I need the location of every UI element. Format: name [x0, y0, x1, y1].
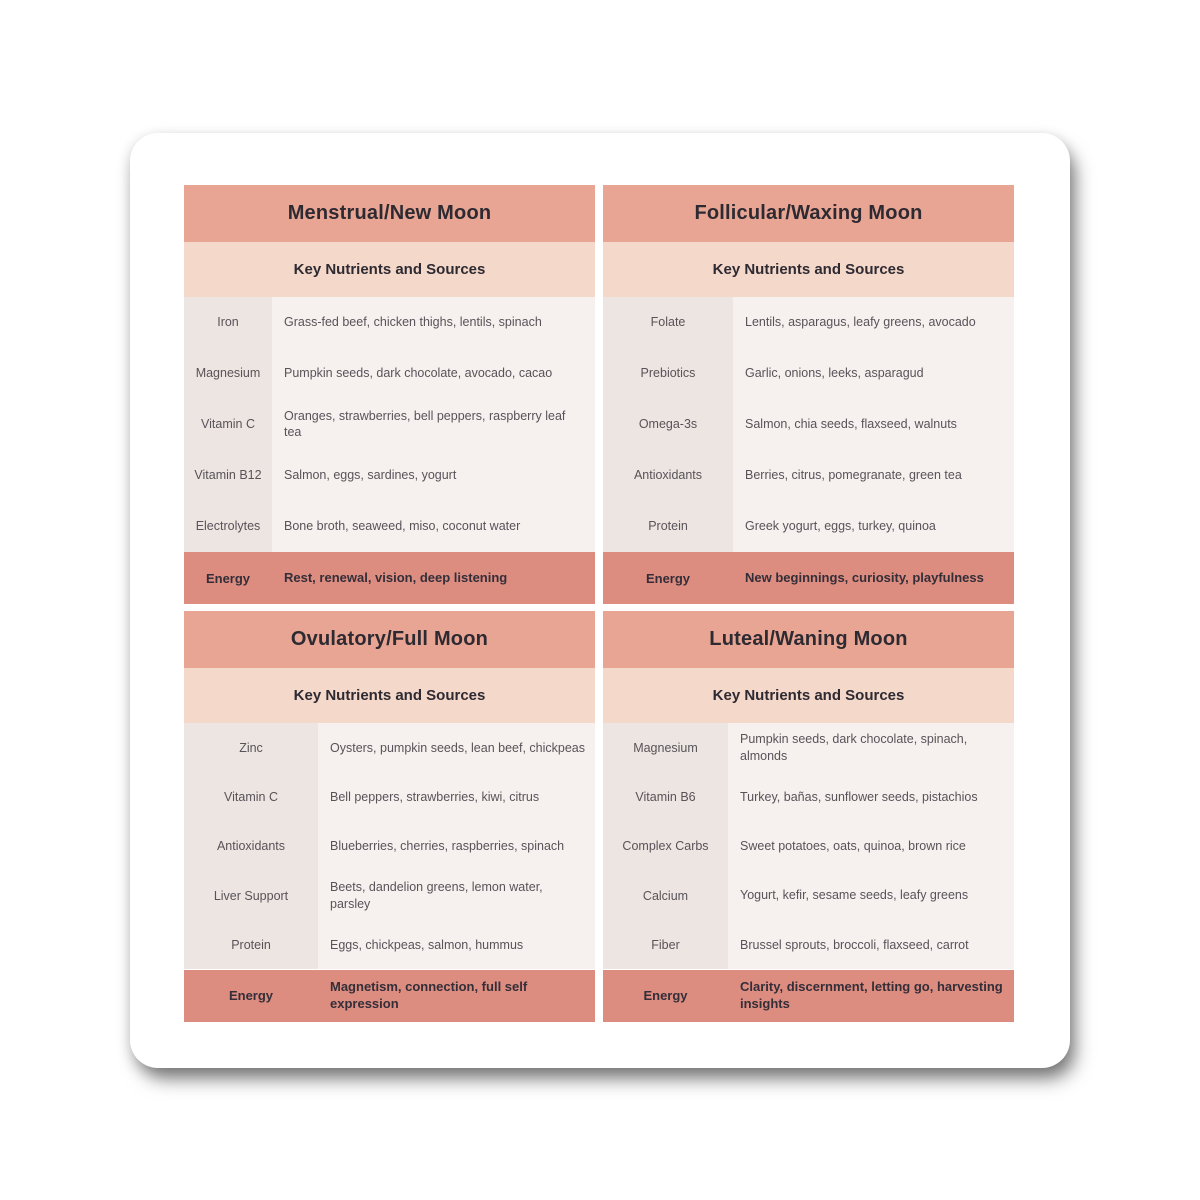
nutrient-sources: Beets, dandelion greens, lemon water, parsley	[318, 871, 595, 920]
energy-text: Magnetism, connection, full self expression	[330, 978, 528, 1011]
panel-title: Ovulatory/Full Moon	[184, 611, 595, 668]
phase-tables-grid	[184, 185, 1014, 1022]
energy-label: Energy	[645, 570, 691, 586]
panel-title: Follicular/Waxing Moon	[603, 185, 1014, 242]
nutrient-name: Calcium	[603, 871, 728, 920]
panel-menstrual-new-moon	[184, 185, 595, 605]
energy-text: New beginnings, curiosity, playfulness	[745, 569, 984, 585]
nutrient-row	[184, 723, 595, 772]
nutrient-rows	[184, 723, 595, 970]
nutrient-name: Antioxidants	[184, 822, 318, 871]
nutrient-name: Iron	[184, 297, 272, 348]
key-nutrients-header: Key Nutrients and Sources	[603, 242, 1014, 297]
nutrient-sources: Oysters, pumpkin seeds, lean beef, chickpeas	[318, 723, 595, 772]
energy-text: Clarity, discernment, letting go, harvesting insights	[740, 978, 1003, 1011]
panel-follicular-waxing-moon	[603, 185, 1014, 605]
key-nutrients-header: Key Nutrients and Sources	[184, 242, 595, 297]
nutrient-sources: Yogurt, kefir, sesame seeds, leafy greens	[728, 871, 1014, 920]
nutrient-name: Vitamin B6	[603, 772, 728, 821]
nutrient-row	[184, 348, 595, 399]
nutrient-name: Vitamin C	[184, 399, 272, 450]
nutrient-row	[184, 822, 595, 871]
key-nutrients-header: Key Nutrients and Sources	[184, 668, 595, 723]
nutrient-row	[184, 920, 595, 969]
panel-title: Menstrual/New Moon	[184, 185, 595, 242]
energy-row	[184, 552, 595, 604]
nutrient-name: Complex Carbs	[603, 822, 728, 871]
nutrient-name: Prebiotics	[603, 348, 733, 399]
nutrient-rows	[603, 297, 1014, 553]
panel-luteal-waning-moon	[603, 611, 1014, 1022]
nutrient-name: Vitamin B12	[184, 450, 272, 501]
nutrient-sources: Sweet potatoes, oats, quinoa, brown rice	[728, 822, 1014, 871]
energy-row	[603, 970, 1014, 1022]
nutrient-row	[184, 772, 595, 821]
nutrient-rows	[603, 723, 1014, 970]
nutrient-sources: Grass-fed beef, chicken thighs, lentils, spinach	[272, 297, 595, 348]
nutrient-sources: Garlic, onions, leeks, asparagud	[733, 348, 1014, 399]
nutrient-sources: Greek yogurt, eggs, turkey, quinoa	[733, 501, 1014, 552]
panel-ovulatory-full-moon	[184, 611, 595, 1022]
nutrient-row	[184, 297, 595, 348]
nutrient-name: Antioxidants	[603, 450, 733, 501]
nutrient-sources: Turkey, bañas, sunflower seeds, pistachios	[728, 772, 1014, 821]
nutrient-row	[184, 450, 595, 501]
energy-text: Rest, renewal, vision, deep listening	[284, 569, 508, 585]
nutrient-sources: Salmon, chia seeds, flaxseed, walnuts	[733, 399, 1014, 450]
energy-row	[184, 970, 595, 1022]
nutrient-row	[603, 450, 1014, 501]
nutrient-name: Liver Support	[184, 871, 318, 920]
nutrient-sources: Blueberries, cherries, raspberries, spinach	[318, 822, 595, 871]
nutrient-row	[603, 871, 1014, 920]
nutrient-row	[603, 297, 1014, 348]
nutrient-rows	[184, 297, 595, 553]
nutrient-sources: Bell peppers, strawberries, kiwi, citrus	[318, 772, 595, 821]
magnet-card	[130, 133, 1070, 1068]
nutrient-sources: Salmon, eggs, sardines, yogurt	[272, 450, 595, 501]
nutrient-name: Folate	[603, 297, 733, 348]
nutrient-name: Magnesium	[184, 348, 272, 399]
energy-label: Energy	[643, 988, 688, 1003]
energy-row	[603, 552, 1014, 604]
energy-label: Energy	[205, 570, 251, 586]
nutrient-sources: Pumpkin seeds, dark chocolate, avocado, cacao	[272, 348, 595, 399]
nutrient-name: Zinc	[184, 723, 318, 772]
nutrient-row	[184, 501, 595, 552]
energy-label: Energy	[228, 988, 274, 1003]
nutrient-row	[184, 871, 595, 920]
nutrient-name: Electrolytes	[184, 501, 272, 552]
nutrient-sources: Pumpkin seeds, dark chocolate, spinach, almonds	[728, 723, 1014, 772]
nutrient-sources: Bone broth, seaweed, miso, coconut water	[272, 501, 595, 552]
nutrient-name: Vitamin C	[184, 772, 318, 821]
nutrient-name: Omega-3s	[603, 399, 733, 450]
panel-title: Luteal/Waning Moon	[603, 611, 1014, 668]
nutrient-row	[603, 501, 1014, 552]
nutrient-sources: Berries, citrus, pomegranate, green tea	[733, 450, 1014, 501]
nutrient-sources: Lentils, asparagus, leafy greens, avocado	[733, 297, 1014, 348]
nutrient-sources: Oranges, strawberries, bell peppers, raspberry leaf tea	[272, 399, 595, 450]
nutrient-name: Protein	[184, 920, 318, 969]
nutrient-row	[603, 348, 1014, 399]
nutrient-sources: Brussel sprouts, broccoli, flaxseed, carrot	[728, 920, 1014, 969]
key-nutrients-header: Key Nutrients and Sources	[603, 668, 1014, 723]
nutrient-row	[603, 920, 1014, 969]
nutrient-row	[603, 772, 1014, 821]
nutrient-name: Protein	[603, 501, 733, 552]
nutrient-row	[603, 822, 1014, 871]
nutrient-row	[603, 723, 1014, 772]
nutrient-row	[184, 399, 595, 450]
nutrient-name: Fiber	[603, 920, 728, 969]
nutrient-name: Magnesium	[603, 723, 728, 772]
nutrient-row	[603, 399, 1014, 450]
nutrient-sources: Eggs, chickpeas, salmon, hummus	[318, 920, 595, 969]
